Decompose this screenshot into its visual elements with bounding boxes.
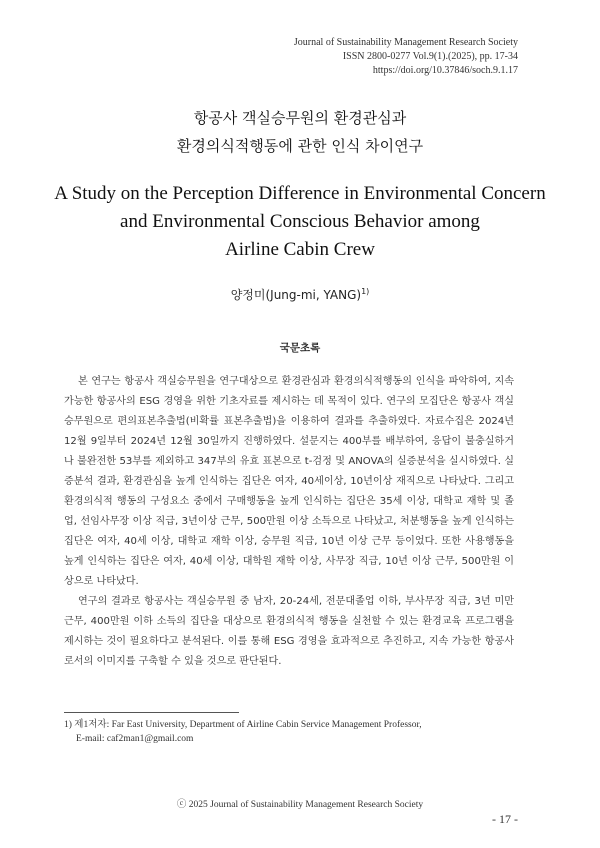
abstract-heading: 국문초록 <box>279 342 321 354</box>
english-title-line-1: A Study on the Perception Difference in Environmental Concern <box>54 183 546 204</box>
author-footnote-mark[interactable]: 1) <box>361 287 370 296</box>
running-header <box>294 36 518 78</box>
korean-title-line-1: 항공사 객실승무원의 환경관심과 <box>193 109 407 127</box>
footnote-email[interactable]: E-mail: caf2man1@gmail.com <box>76 734 194 744</box>
issn-volume: ISSN 2800-0277 Vol.9(1).(2025), pp. 17-34 <box>342 51 518 62</box>
abstract-paragraph-2: 연구의 결과로 항공사는 객실승무원 중 남자, 20-24세, 전문대졸업 이하, 부사무장 직급, 3년 미만 근무, 400만원 이하 소득의 집단을 대상으로 환경의식적 행동을 실천할 수 있는 환경교육 프로그램을 제시하는 것이 필요하다고 분석된다. 이를 통해 ESG 경영을 효과적으로 추진하고, 지속 가능한 항공사로서의 이미지를 구축할 수 있을 것으로 판단된다. <box>64 596 514 667</box>
author-name: 양정미(Jung-mi, YANG) <box>230 288 362 302</box>
abstract-body <box>64 372 514 672</box>
journal-name: Journal of Sustainability Management Research Society <box>293 37 518 48</box>
footnote <box>64 718 524 746</box>
footnote-line-1: 1) 제1저자: Far East University, Department of Airline Cabin Service Management Professor, <box>64 720 422 730</box>
english-title <box>0 180 600 264</box>
page-number: - 17 - <box>492 812 518 826</box>
english-title-line-2: and Environmental Conscious Behavior among <box>120 211 480 232</box>
author-line <box>0 286 600 303</box>
english-title-line-3: Airline Cabin Crew <box>225 239 375 260</box>
korean-title <box>0 104 600 160</box>
copyright-notice: ⓒ 2025 Journal of Sustainability Management Research Society <box>176 800 424 810</box>
korean-title-line-2: 환경의식적행동에 관한 인식 차이연구 <box>176 137 424 155</box>
footnote-divider <box>64 712 239 713</box>
abstract-paragraph-1: 본 연구는 항공사 객실승무원을 연구대상으로 환경관심과 환경의식적행동의 인식을 파악하여, 지속가능한 항공사의 ESG 경영을 위한 기초자료를 제시하는 데 목적이 있다. 연구의 모집단은 항공사 객실승무원으로 편의표본추출법(비확률 표본추출법)을 이용하여 결과를 추출하였다. 자료수집은 2024년 12월 9일부터 2024년 12월 30일까지 진행하였다. 설문지는 400부를 배부하여, 응답이 불충실하거나 불완전한 53부를 제외하고 347부의 유효 표본으로 t-검정 및 ANOVA의 실증분석을 실시하였다. 실증분석 결과, 환경관심을 높게 인식하는 집단은 여자, 40세이상, 10년이상 재직으로 나타났다. 그리고 환경의식적 행동의 구성요소 중에서 구매행동을 높게 인식하는 집단은 35세 이상, 대학교 재학 및 졸업, 선임사무장 이상 직급, 3년이상 근무, 500만원 이상 소득으로 나타났고, 처분행동을 높게 인식하는 집단은 여자, 40세 이상, 대학교 재학 이상, 승무원 직급, 10년 이상 근무 등이었다. 또한 사용행동을 높게 인식하는 집단은 여자, 40세 이상, 대학원 재학 이상, 사무장 직급, 10년 이상 근무, 500만원 이상으로 나타났다. <box>64 376 514 587</box>
doi-link[interactable]: https://doi.org/10.37846/soch.9.1.17 <box>372 65 518 76</box>
